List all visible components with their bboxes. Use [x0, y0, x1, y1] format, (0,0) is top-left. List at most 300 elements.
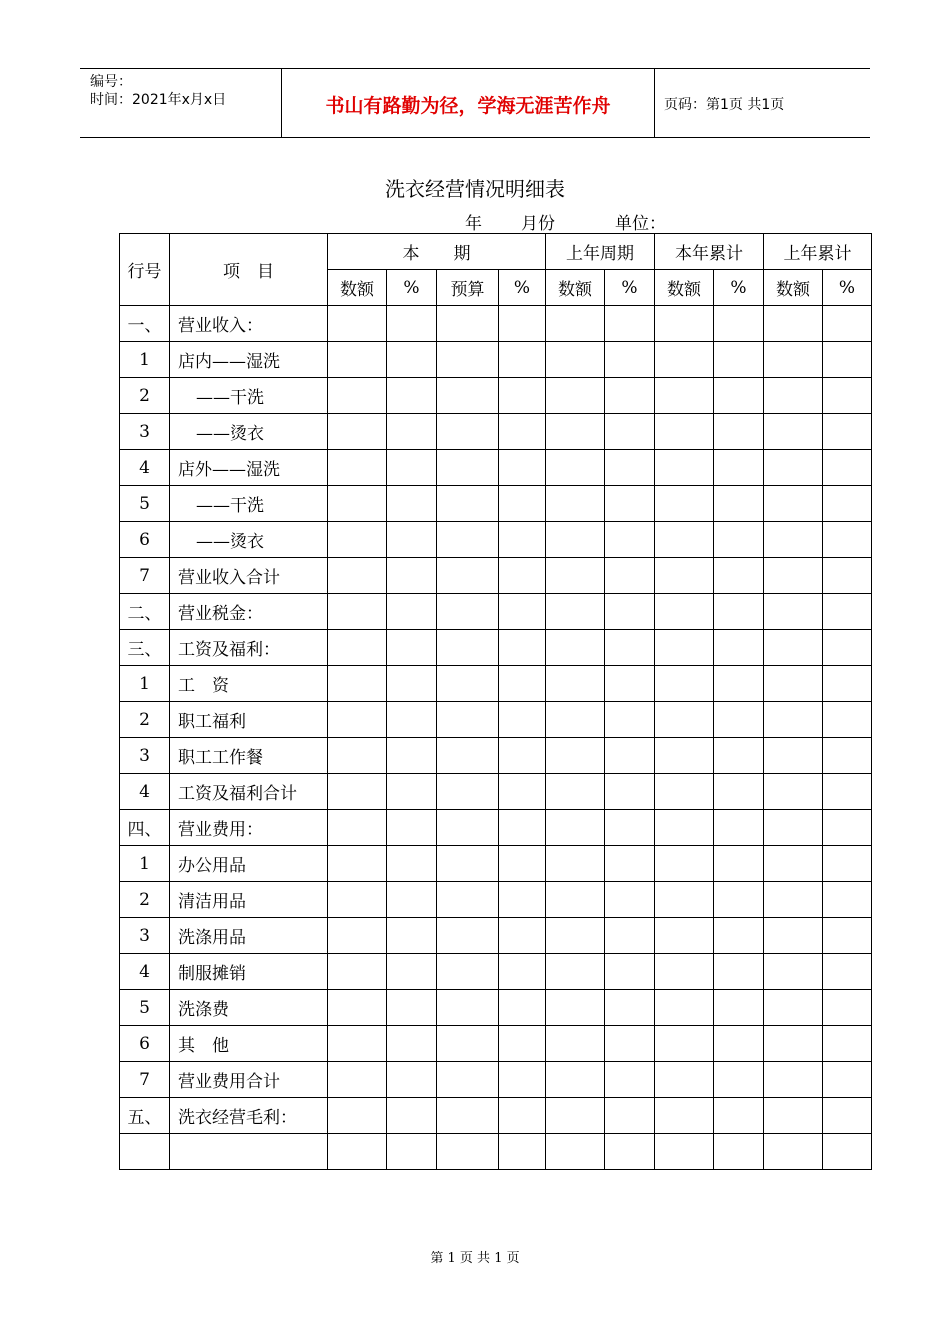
value-cell[interactable]: [823, 522, 872, 558]
doc-code-label: 编号：: [90, 74, 132, 90]
row-item-label: 制服摊销: [170, 954, 328, 990]
value-cell[interactable]: [764, 486, 823, 522]
value-cell[interactable]: [764, 846, 823, 882]
row-item-label: 店内——湿洗: [170, 342, 328, 378]
value-cell[interactable]: [714, 846, 764, 882]
value-cell[interactable]: [764, 522, 823, 558]
header-row-no: 行号: [120, 234, 170, 306]
value-cell[interactable]: [655, 414, 714, 450]
value-cell[interactable]: [764, 774, 823, 810]
value-cell[interactable]: [546, 378, 605, 414]
value-cell[interactable]: [387, 1098, 437, 1134]
value-cell[interactable]: [655, 990, 714, 1026]
value-cell[interactable]: [714, 558, 764, 594]
value-cell[interactable]: [823, 594, 872, 630]
period-month-label: 月份: [521, 214, 555, 234]
value-cell[interactable]: [823, 414, 872, 450]
value-cell[interactable]: [387, 738, 437, 774]
value-cell[interactable]: [328, 486, 387, 522]
value-cell[interactable]: [546, 414, 605, 450]
value-cell[interactable]: [546, 702, 605, 738]
value-cell[interactable]: [387, 882, 437, 918]
value-cell[interactable]: [764, 414, 823, 450]
value-cell[interactable]: [764, 738, 823, 774]
value-cell[interactable]: [764, 666, 823, 702]
value-cell[interactable]: [328, 414, 387, 450]
value-cell[interactable]: [764, 954, 823, 990]
value-cell[interactable]: [546, 594, 605, 630]
row-item-label: 营业收入合计: [170, 558, 328, 594]
value-cell[interactable]: [764, 558, 823, 594]
value-cell[interactable]: [499, 846, 546, 882]
value-cell[interactable]: [437, 558, 499, 594]
subheader-cell: 数额: [546, 270, 605, 306]
value-cell[interactable]: [437, 450, 499, 486]
value-cell[interactable]: [655, 1062, 714, 1098]
value-cell[interactable]: [387, 918, 437, 954]
value-cell[interactable]: [387, 306, 437, 342]
value-cell[interactable]: [764, 630, 823, 666]
value-cell[interactable]: [605, 378, 655, 414]
value-cell[interactable]: [328, 378, 387, 414]
value-cell[interactable]: [714, 450, 764, 486]
value-cell[interactable]: [387, 450, 437, 486]
value-cell[interactable]: [764, 1134, 823, 1170]
value-cell[interactable]: [605, 1098, 655, 1134]
value-cell[interactable]: [714, 990, 764, 1026]
value-cell[interactable]: [764, 594, 823, 630]
value-cell[interactable]: [605, 486, 655, 522]
value-cell[interactable]: [823, 1098, 872, 1134]
value-cell[interactable]: [387, 414, 437, 450]
value-cell[interactable]: [328, 954, 387, 990]
value-cell[interactable]: [546, 846, 605, 882]
value-cell[interactable]: [714, 810, 764, 846]
value-cell[interactable]: [823, 486, 872, 522]
value-cell[interactable]: [655, 1026, 714, 1062]
value-cell[interactable]: [546, 450, 605, 486]
value-cell[interactable]: [655, 666, 714, 702]
value-cell[interactable]: [823, 810, 872, 846]
value-cell[interactable]: [499, 1098, 546, 1134]
value-cell[interactable]: [437, 810, 499, 846]
value-cell[interactable]: [823, 702, 872, 738]
value-cell[interactable]: [387, 522, 437, 558]
value-cell[interactable]: [655, 738, 714, 774]
value-cell[interactable]: [605, 918, 655, 954]
value-cell[interactable]: [499, 378, 546, 414]
row-number: 4: [120, 954, 170, 990]
value-cell[interactable]: [764, 306, 823, 342]
row-number: 6: [120, 522, 170, 558]
value-cell[interactable]: [387, 594, 437, 630]
value-cell[interactable]: [714, 774, 764, 810]
value-cell[interactable]: [823, 1134, 872, 1170]
table-row: [120, 594, 872, 630]
value-cell[interactable]: [437, 738, 499, 774]
value-cell[interactable]: [823, 666, 872, 702]
value-cell[interactable]: [387, 486, 437, 522]
table-row: [120, 1062, 872, 1098]
value-cell[interactable]: [499, 990, 546, 1026]
value-cell[interactable]: [387, 666, 437, 702]
value-cell[interactable]: [328, 342, 387, 378]
value-cell[interactable]: [655, 918, 714, 954]
value-cell[interactable]: [655, 450, 714, 486]
table-row: [120, 558, 872, 594]
value-cell[interactable]: [823, 774, 872, 810]
value-cell[interactable]: [655, 846, 714, 882]
value-cell[interactable]: [546, 1134, 605, 1170]
row-number: 5: [120, 990, 170, 1026]
table-row: [120, 522, 872, 558]
value-cell[interactable]: [764, 1098, 823, 1134]
value-cell[interactable]: [328, 450, 387, 486]
value-cell[interactable]: [328, 1026, 387, 1062]
value-cell[interactable]: [655, 810, 714, 846]
value-cell[interactable]: [655, 1134, 714, 1170]
row-number: 3: [120, 738, 170, 774]
value-cell[interactable]: [437, 990, 499, 1026]
value-cell[interactable]: [387, 1062, 437, 1098]
row-number: 7: [120, 558, 170, 594]
value-cell[interactable]: [605, 774, 655, 810]
row-number: 4: [120, 774, 170, 810]
value-cell[interactable]: [823, 954, 872, 990]
value-cell[interactable]: [499, 666, 546, 702]
value-cell[interactable]: [546, 810, 605, 846]
value-cell[interactable]: [764, 810, 823, 846]
row-item-label: 营业费用合计: [170, 1062, 328, 1098]
row-number: 4: [120, 450, 170, 486]
value-cell[interactable]: [655, 558, 714, 594]
value-cell[interactable]: [437, 918, 499, 954]
value-cell[interactable]: [499, 522, 546, 558]
table-header-row: [120, 234, 872, 270]
value-cell[interactable]: [546, 882, 605, 918]
value-cell[interactable]: [764, 882, 823, 918]
value-cell[interactable]: [328, 990, 387, 1026]
value-cell[interactable]: [437, 1026, 499, 1062]
value-cell[interactable]: [499, 414, 546, 450]
value-cell[interactable]: [823, 846, 872, 882]
table-row: [120, 342, 872, 378]
value-cell[interactable]: [499, 630, 546, 666]
value-cell[interactable]: [546, 558, 605, 594]
value-cell[interactable]: [387, 1134, 437, 1170]
value-cell[interactable]: [437, 414, 499, 450]
row-item-label: 清洁用品: [170, 882, 328, 918]
value-cell[interactable]: [655, 486, 714, 522]
value-cell[interactable]: [655, 954, 714, 990]
value-cell[interactable]: [714, 1062, 764, 1098]
value-cell[interactable]: [387, 378, 437, 414]
value-cell[interactable]: [764, 450, 823, 486]
value-cell[interactable]: [605, 414, 655, 450]
value-cell[interactable]: [328, 918, 387, 954]
value-cell[interactable]: [437, 702, 499, 738]
table-row: [120, 666, 872, 702]
value-cell[interactable]: [499, 918, 546, 954]
value-cell[interactable]: [546, 630, 605, 666]
row-number: 3: [120, 918, 170, 954]
value-cell[interactable]: [328, 522, 387, 558]
value-cell[interactable]: [546, 954, 605, 990]
value-cell[interactable]: [387, 702, 437, 738]
operations-table: [119, 233, 872, 1170]
value-cell[interactable]: [546, 306, 605, 342]
value-cell[interactable]: [605, 666, 655, 702]
value-cell[interactable]: [655, 630, 714, 666]
header-last-year-period: 上年周期: [546, 234, 655, 270]
value-cell[interactable]: [328, 846, 387, 882]
value-cell[interactable]: [328, 594, 387, 630]
value-cell[interactable]: [499, 1026, 546, 1062]
value-cell[interactable]: [823, 378, 872, 414]
value-cell[interactable]: [499, 954, 546, 990]
value-cell[interactable]: [328, 306, 387, 342]
value-cell[interactable]: [605, 882, 655, 918]
value-cell[interactable]: [437, 1098, 499, 1134]
value-cell[interactable]: [499, 738, 546, 774]
value-cell[interactable]: [605, 630, 655, 666]
value-cell[interactable]: [605, 594, 655, 630]
value-cell[interactable]: [437, 774, 499, 810]
value-cell[interactable]: [328, 1134, 387, 1170]
row-item-label: 营业税金：: [170, 594, 328, 630]
value-cell[interactable]: [714, 1098, 764, 1134]
value-cell[interactable]: [714, 1026, 764, 1062]
subheader-cell: 数额: [764, 270, 823, 306]
value-cell[interactable]: [764, 990, 823, 1026]
value-cell[interactable]: [328, 1062, 387, 1098]
value-cell[interactable]: [655, 702, 714, 738]
table-row: [120, 414, 872, 450]
value-cell[interactable]: [328, 882, 387, 918]
value-cell[interactable]: [823, 558, 872, 594]
value-cell[interactable]: [387, 558, 437, 594]
value-cell[interactable]: [437, 846, 499, 882]
value-cell[interactable]: [605, 522, 655, 558]
value-cell[interactable]: [387, 990, 437, 1026]
value-cell[interactable]: [764, 342, 823, 378]
row-number: [120, 1134, 170, 1170]
row-number: 2: [120, 378, 170, 414]
value-cell[interactable]: [714, 882, 764, 918]
value-cell[interactable]: [499, 1134, 546, 1170]
value-cell[interactable]: [605, 306, 655, 342]
row-item-label: [170, 1134, 328, 1170]
value-cell[interactable]: [328, 738, 387, 774]
value-cell[interactable]: [328, 558, 387, 594]
value-cell[interactable]: [605, 954, 655, 990]
value-cell[interactable]: [714, 738, 764, 774]
row-number: 1: [120, 666, 170, 702]
value-cell[interactable]: [655, 378, 714, 414]
value-cell[interactable]: [387, 630, 437, 666]
value-cell[interactable]: [437, 486, 499, 522]
value-cell[interactable]: [437, 594, 499, 630]
value-cell[interactable]: [655, 774, 714, 810]
value-cell[interactable]: [823, 630, 872, 666]
value-cell[interactable]: [499, 594, 546, 630]
value-cell[interactable]: [499, 1062, 546, 1098]
value-cell[interactable]: [823, 882, 872, 918]
value-cell[interactable]: [437, 1062, 499, 1098]
subheader-cell: 数额: [328, 270, 387, 306]
subheader-cell: 预算: [437, 270, 499, 306]
value-cell[interactable]: [437, 378, 499, 414]
value-cell[interactable]: [328, 774, 387, 810]
value-cell[interactable]: [437, 306, 499, 342]
value-cell[interactable]: [546, 1026, 605, 1062]
table-row: [120, 486, 872, 522]
value-cell[interactable]: [605, 1026, 655, 1062]
value-cell[interactable]: [546, 990, 605, 1026]
value-cell[interactable]: [655, 306, 714, 342]
value-cell[interactable]: [437, 1134, 499, 1170]
value-cell[interactable]: [605, 450, 655, 486]
value-cell[interactable]: [546, 1098, 605, 1134]
subheader-cell: %: [499, 270, 546, 306]
value-cell[interactable]: [437, 630, 499, 666]
row-number: 6: [120, 1026, 170, 1062]
value-cell[interactable]: [605, 990, 655, 1026]
table-row: [120, 630, 872, 666]
value-cell[interactable]: [499, 882, 546, 918]
value-cell[interactable]: [499, 450, 546, 486]
value-cell[interactable]: [714, 666, 764, 702]
value-cell[interactable]: [605, 738, 655, 774]
row-item-label: 工资及福利：: [170, 630, 328, 666]
value-cell[interactable]: [605, 342, 655, 378]
value-cell[interactable]: [328, 810, 387, 846]
value-cell[interactable]: [605, 558, 655, 594]
value-cell[interactable]: [605, 1062, 655, 1098]
value-cell[interactable]: [823, 918, 872, 954]
subheader-cell: %: [714, 270, 764, 306]
period-year-label: 年: [465, 214, 482, 234]
table-row: [120, 1026, 872, 1062]
table-row: [120, 954, 872, 990]
value-cell[interactable]: [499, 306, 546, 342]
value-cell[interactable]: [328, 1098, 387, 1134]
row-number: 1: [120, 342, 170, 378]
subheader-cell: 数额: [655, 270, 714, 306]
table-row: [120, 990, 872, 1026]
value-cell[interactable]: [714, 486, 764, 522]
value-cell[interactable]: [499, 810, 546, 846]
value-cell[interactable]: [328, 666, 387, 702]
value-cell[interactable]: [605, 846, 655, 882]
value-cell[interactable]: [328, 702, 387, 738]
doc-date-label: 时间：2021年x月x日: [90, 92, 227, 108]
value-cell[interactable]: [764, 702, 823, 738]
value-cell[interactable]: [655, 1098, 714, 1134]
value-cell[interactable]: [714, 1134, 764, 1170]
value-cell[interactable]: [764, 918, 823, 954]
row-number: 三、: [120, 630, 170, 666]
value-cell[interactable]: [655, 522, 714, 558]
value-cell[interactable]: [714, 522, 764, 558]
value-cell[interactable]: [499, 558, 546, 594]
value-cell[interactable]: [764, 1026, 823, 1062]
value-cell[interactable]: [605, 1134, 655, 1170]
value-cell[interactable]: [387, 954, 437, 990]
value-cell[interactable]: [823, 990, 872, 1026]
header-year-to-date: 本年累计: [655, 234, 764, 270]
value-cell[interactable]: [823, 738, 872, 774]
value-cell[interactable]: [437, 882, 499, 918]
table-row: [120, 450, 872, 486]
value-cell[interactable]: [387, 774, 437, 810]
value-cell[interactable]: [655, 882, 714, 918]
value-cell[interactable]: [387, 810, 437, 846]
value-cell[interactable]: [546, 918, 605, 954]
value-cell[interactable]: [823, 342, 872, 378]
value-cell[interactable]: [714, 414, 764, 450]
value-cell[interactable]: [655, 342, 714, 378]
value-cell[interactable]: [387, 342, 437, 378]
value-cell[interactable]: [655, 594, 714, 630]
value-cell[interactable]: [605, 702, 655, 738]
value-cell[interactable]: [605, 810, 655, 846]
value-cell[interactable]: [714, 702, 764, 738]
value-cell[interactable]: [823, 1026, 872, 1062]
value-cell[interactable]: [823, 1062, 872, 1098]
value-cell[interactable]: [546, 1062, 605, 1098]
value-cell[interactable]: [714, 954, 764, 990]
row-number: 1: [120, 846, 170, 882]
value-cell[interactable]: [499, 702, 546, 738]
value-cell[interactable]: [823, 450, 872, 486]
value-cell[interactable]: [714, 342, 764, 378]
value-cell[interactable]: [764, 1062, 823, 1098]
value-cell[interactable]: [387, 846, 437, 882]
value-cell[interactable]: [437, 666, 499, 702]
table-row: [120, 846, 872, 882]
row-item-label: 工资及福利合计: [170, 774, 328, 810]
row-number: 一、: [120, 306, 170, 342]
value-cell[interactable]: [546, 666, 605, 702]
value-cell[interactable]: [546, 522, 605, 558]
value-cell[interactable]: [387, 1026, 437, 1062]
value-cell[interactable]: [714, 306, 764, 342]
value-cell[interactable]: [714, 630, 764, 666]
value-cell[interactable]: [499, 342, 546, 378]
value-cell[interactable]: [546, 342, 605, 378]
header-current-period: 本 期: [328, 234, 546, 270]
value-cell[interactable]: [546, 774, 605, 810]
value-cell[interactable]: [328, 630, 387, 666]
table-row: [120, 1134, 872, 1170]
value-cell[interactable]: [714, 378, 764, 414]
row-number: 3: [120, 414, 170, 450]
header-item: 项 目: [170, 234, 328, 306]
value-cell[interactable]: [546, 738, 605, 774]
value-cell[interactable]: [437, 342, 499, 378]
value-cell[interactable]: [546, 486, 605, 522]
value-cell[interactable]: [764, 378, 823, 414]
value-cell[interactable]: [714, 918, 764, 954]
value-cell[interactable]: [499, 774, 546, 810]
table-row: [120, 810, 872, 846]
value-cell[interactable]: [714, 594, 764, 630]
value-cell[interactable]: [499, 486, 546, 522]
value-cell[interactable]: [823, 306, 872, 342]
value-cell[interactable]: [437, 954, 499, 990]
value-cell[interactable]: [437, 522, 499, 558]
